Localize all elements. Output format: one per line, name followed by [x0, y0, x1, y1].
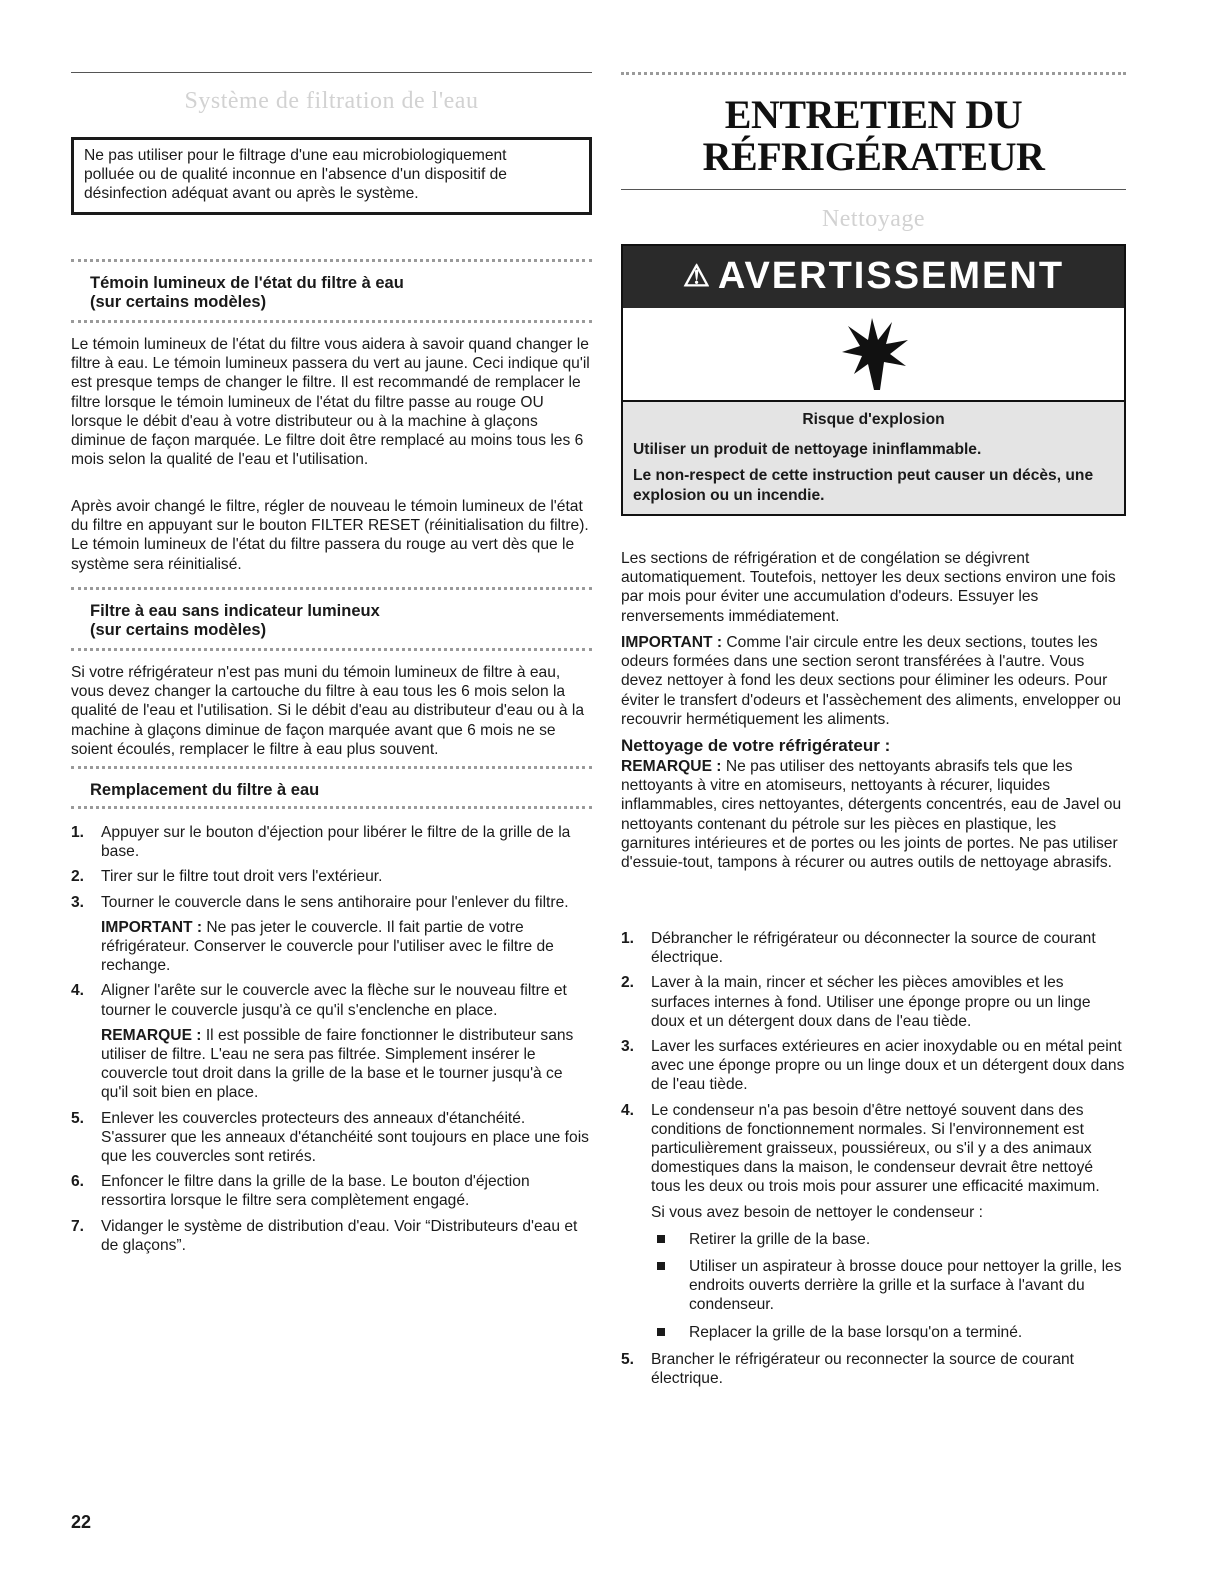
subsection-heading-replacement: Remplacement du filtre à eau	[90, 781, 320, 799]
step-number: 4.	[621, 1101, 635, 1119]
cleaning-steps	[621, 929, 1126, 1394]
section-title-filtration: Système de filtration de l'eau	[184, 88, 479, 114]
paragraph: Après avoir changé le filtre, régler de nouveau le témoin lumineux de l'état du filtre en appuyant sur le bouton FILTER RESET (réinitialisation du filtre). Le témoin lumineux de l'état du filtre passera du rouge au vert dès que le système sera réinitialisé.	[71, 498, 589, 573]
top-rule	[71, 72, 592, 73]
step-text: Laver à la main, rincer et sécher les pièces amovibles et les surfaces internes à fond. Utiliser une éponge propre ou un linge doux et un détergent doux dans de l'eau tiède.	[651, 974, 1091, 1030]
warning-triangle-icon: ⚠	[682, 260, 712, 293]
important-text: Comme l'air circule entre les deux sections, toutes les odeurs formées dans une section seront transférées à l'autre. Vous devez nettoyer à fond les deux sections pour éliminer les odeurs. Pour éviter le transfert d'odeurs et l'assèchement des aliments, envelopper ou recouvrir hermétiquement les aliments.	[621, 634, 1122, 728]
list-item: Retirer la grille de la base.	[651, 1230, 1126, 1249]
step-text: Laver les surfaces extérieures en acier inoxydable ou en métal peint avec une éponge propre ou un linge doux et un détergent doux dans de l'eau tiède.	[651, 1038, 1125, 1094]
explosion-warning-box	[621, 244, 1126, 516]
remarque-label: REMARQUE :	[621, 758, 722, 775]
step-note	[101, 1026, 592, 1103]
title-rule	[621, 189, 1126, 190]
divider	[71, 587, 592, 590]
divider	[71, 806, 592, 809]
page-title	[621, 94, 1126, 178]
step-text: Le condenseur n'a pas besoin d'être nettoyé souvent dans des conditions de fonctionnement normales. Si l'environnement est particulièrement graisseux, poussiéreux, ou s'il y a des animaux domestiques dans la maison, le condenseur devrait être nettoyé tous les deux ou trois mois pour assurer une efficacité maximum.	[651, 1101, 1100, 1196]
divider	[71, 648, 592, 651]
warning-body	[623, 402, 1124, 514]
list-item	[71, 981, 592, 1102]
remarque-text: Ne pas utiliser des nettoyants abrasifs tels que les nettoyants à vitre en atomiseurs, nettoyants à récurer, liquides inflammables, cires nettoyantes, détergents concentrés, eau de Javel ou nettoyants contenant du pétrole sur les pièces en plastique, les garnitures intérieures et de portes ou les joints de portes. Ne pas utiliser d'essuie-tout, tampons à récurer ou autres outils de nettoyage abrasifs.	[621, 758, 1122, 872]
filter-warning-box	[71, 137, 592, 215]
important-label: IMPORTANT :	[621, 634, 723, 651]
step-number: 3.	[621, 1038, 635, 1056]
step-text: Tourner le couvercle dans le sens antihoraire pour l'enlever du filtre.	[101, 893, 569, 911]
warning-line: Le non-respect de cette instruction peut causer un décès, une explosion ou un incendie.	[633, 467, 1094, 504]
note-text: Ne pas jeter le couvercle. Il fait partie de votre réfrigérateur. Conserver le couvercle pour l'utiliser avec le filtre de rechange.	[101, 918, 554, 975]
title-line: RÉFRIGÉRATEUR	[702, 134, 1045, 179]
heading-line: (sur certains modèles)	[90, 621, 267, 639]
warning-header	[623, 246, 1124, 308]
hazard-title: Risque d'explosion	[802, 411, 945, 428]
step-number: 4.	[71, 982, 85, 1000]
important-paragraph	[621, 633, 1126, 729]
divider	[71, 259, 592, 262]
note-text: Il est possible de faire fonctionner le distributeur sans utiliser de filtre. L'eau ne sera pas filtrée. Simplement insérer le couvercle tout droit dans la grille de la base et le tourner jusqu'à ce qu'il soit bien en place.	[101, 1026, 574, 1102]
list-item	[71, 893, 592, 976]
step-text: Tirer sur le filtre tout droit vers l'extérieur.	[101, 868, 383, 886]
step-number: 6.	[71, 1173, 85, 1191]
heading-line: Témoin lumineux de l'état du filtre à eau	[90, 274, 404, 292]
list-item	[621, 973, 1126, 1031]
list-item: Utiliser un aspirateur à brosse douce pour nettoyer la grille, les endroits ouverts derrière la grille et la surface à l'avant du condenseur.	[651, 1257, 1126, 1315]
title-line: ENTRETIEN DU	[724, 92, 1023, 137]
heading-line: Filtre à eau sans indicateur lumineux	[90, 602, 380, 620]
divider	[71, 766, 592, 769]
remarque-paragraph	[621, 757, 1126, 872]
subsection-heading-indicator	[71, 274, 592, 312]
page-number: 22	[71, 1512, 92, 1532]
step-number: 2.	[621, 974, 635, 992]
explosion-icon-svg	[834, 316, 914, 392]
list-item	[71, 1217, 592, 1255]
divider	[71, 320, 592, 323]
paragraph: Si votre réfrigérateur n'est pas muni du témoin lumineux de filtre à eau, vous devez changer la cartouche du filtre à eau tous les 6 mois selon la qualité de l'eau et l'utilisation. Si le débit d'eau au distributeur d'eau ou à la machine à glaçons diminue de façon marquée avant que 6 mois ne se soient écoulés, remplacer le filtre à eau plus souvent.	[71, 664, 584, 758]
top-rule	[621, 72, 1126, 75]
step-number: 7.	[71, 1217, 85, 1235]
list-item	[71, 867, 592, 886]
step-number: 5.	[621, 1350, 635, 1368]
step-text: Brancher le réfrigérateur ou reconnecter la source de courant électrique.	[651, 1350, 1074, 1388]
list-item	[621, 1037, 1126, 1095]
step-text: Appuyer sur le bouton d'éjection pour libérer le filtre de la grille de la base.	[101, 824, 571, 861]
step-number: 1.	[621, 930, 635, 947]
list-item	[621, 1101, 1126, 1342]
step-number: 5.	[71, 1109, 85, 1127]
step-note: Si vous avez besoin de nettoyer le condenseur :	[651, 1203, 984, 1221]
step-text: Enlever les couvercles protecteurs des anneaux d'étanchéité. S'assurer que les anneaux d'étanchéité sont toujours en place une fois que les couvercles sont retirés.	[101, 1109, 589, 1166]
step-text: Enfoncer le filtre dans la grille de la base. Le bouton d'éjection ressortira lorsque le filtre sera complètement engagé.	[101, 1173, 530, 1210]
heading-line: (sur certains modèles)	[90, 293, 267, 311]
step-text: Débrancher le réfrigérateur ou déconnecter la source de courant électrique.	[651, 930, 1096, 967]
condenser-bullets	[651, 1230, 1126, 1342]
note-label: IMPORTANT :	[101, 918, 203, 936]
subsection-heading-no-indicator	[71, 602, 592, 640]
warning-title: AVERTISSEMENT	[717, 255, 1065, 297]
step-number: 2.	[71, 868, 85, 886]
list-item	[621, 929, 1126, 967]
note-label: REMARQUE :	[101, 1026, 202, 1044]
explosion-icon	[623, 308, 1124, 402]
replacement-steps	[71, 823, 592, 1261]
warning-line: Utiliser un produit de nettoyage ininflammable.	[633, 441, 982, 458]
section-title-cleaning: Nettoyage	[821, 206, 926, 232]
subsection-heading-cleaning: Nettoyage de votre réfrigérateur :	[621, 736, 891, 755]
step-number: 3.	[71, 893, 85, 911]
list-item: Replacer la grille de la base lorsqu'on a terminé.	[651, 1323, 1126, 1342]
step-note	[101, 918, 592, 976]
step-text: Aligner l'arête sur le couvercle avec la flèche sur le nouveau filtre et tourner le couvercle jusqu'à ce qu'il s'enclenche en place.	[101, 982, 567, 1019]
step-text: Vidanger le système de distribution d'eau. Voir “Distributeurs d'eau et de glaçons”.	[101, 1217, 578, 1254]
filter-warning-text: Ne pas utiliser pour le filtrage d'une eau microbiologiquement polluée ou de qualité inconnue en l'absence d'un dispositif de désinfection adéquat avant ou après le système.	[84, 147, 507, 203]
paragraph: Le témoin lumineux de l'état du filtre vous aidera à savoir quand changer le filtre à eau. Le témoin lumineux passera du vert au jaune. Ceci indique qu'il est presque temps de changer le filtre. Il est recommandé de remplacer le filtre lorsque le témoin lumineux de l'état du filtre passe au rouge OU lorsque le débit d'eau à votre distributeur ou à la machine à glaçons diminue de façon marquée. Le filtre doit être remplacé au moins tous les 6 mois selon la qualité de l'eau et l'utilisation.	[71, 336, 590, 469]
paragraph: Les sections de réfrigération et de congélation se dégivrent automatiquement. Toutefois, nettoyer les deux sections environ une fois par mois pour éviter une accumulation d'odeurs. Essuyer les renversements immédiatement.	[621, 550, 1116, 625]
list-item	[621, 1350, 1126, 1388]
list-item	[71, 1172, 592, 1210]
list-item	[71, 823, 592, 861]
list-item	[71, 1109, 592, 1167]
step-number: 1.	[71, 824, 85, 841]
